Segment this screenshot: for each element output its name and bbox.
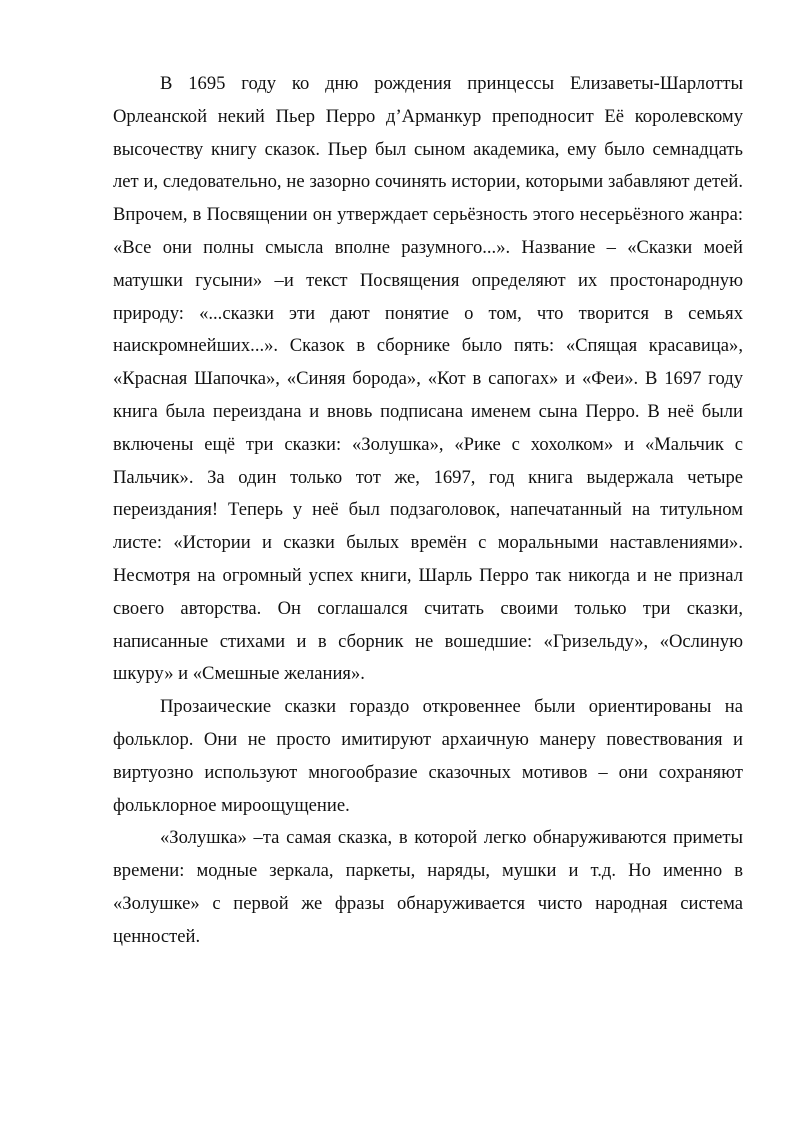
- paragraph-cinderella: «Золушка» –та самая сказка, в которой легко обнаруживаются приметы времени: модные зеркала, паркеты, наряды, мушки и т.д. Но именно в «Золушке» с первой же фразы обнаруживается чисто народная система ценностей.: [113, 827, 743, 947]
- document-body: [113, 68, 743, 954]
- paragraph-prose-folklore: Прозаические сказки гораздо откровеннее были ориентированы на фольклор. Они не просто имитируют архаичную манеру повествования и виртуозно используют многообразие сказочных мотивов – они сохраняют фольклорное мироощущение.: [113, 696, 743, 816]
- paragraph-perrault-history: В 1695 году ко дню рождения принцессы Елизаветы-Шарлотты Орлеанской некий Пьер Перро д’Арманкур преподносит Её королевскому высочеству книгу сказок. Пьер был сыном академика, ему было семнадцать лет и, следовательно, не зазорно сочинять истории, которыми забавляют детей. Впрочем, в Посвящении он утверждает серьёзность этого несерьёзного жанра: «Все они полны смысла вполне разумного...». Название – «Сказки моей матушки гусыни» –и текст Посвящения определяют их простонародную природу: «...сказки эти дают понятие о том, что творится в семьях наискромнейших...». Сказок в сборнике было пять: «Спящая красавица», «Красная Шапочка», «Синяя борода», «Кот в сапогах» и «Феи». В 1697 году книга была переиздана и вновь подписана именем сына Перро. В неё были включены ещё три сказки: «Золушка», «Рике с хохолком» и «Мальчик с Пальчик». За один только тот же, 1697, год книга выдержала четыре переиздания! Теперь у неё был подзаголовок, напечатанный на титульном листе: «Истории и сказки былых времён с моральными наставлениями». Несмотря на огромный успех книги, Шарль Перро так никогда и не признал своего авторства. Он соглашался считать своими только три сказки, написанные стихами и в сборник не вошедшие: «Гризельду», «Ослиную шкуру» и «Смешные желания».: [113, 73, 743, 685]
